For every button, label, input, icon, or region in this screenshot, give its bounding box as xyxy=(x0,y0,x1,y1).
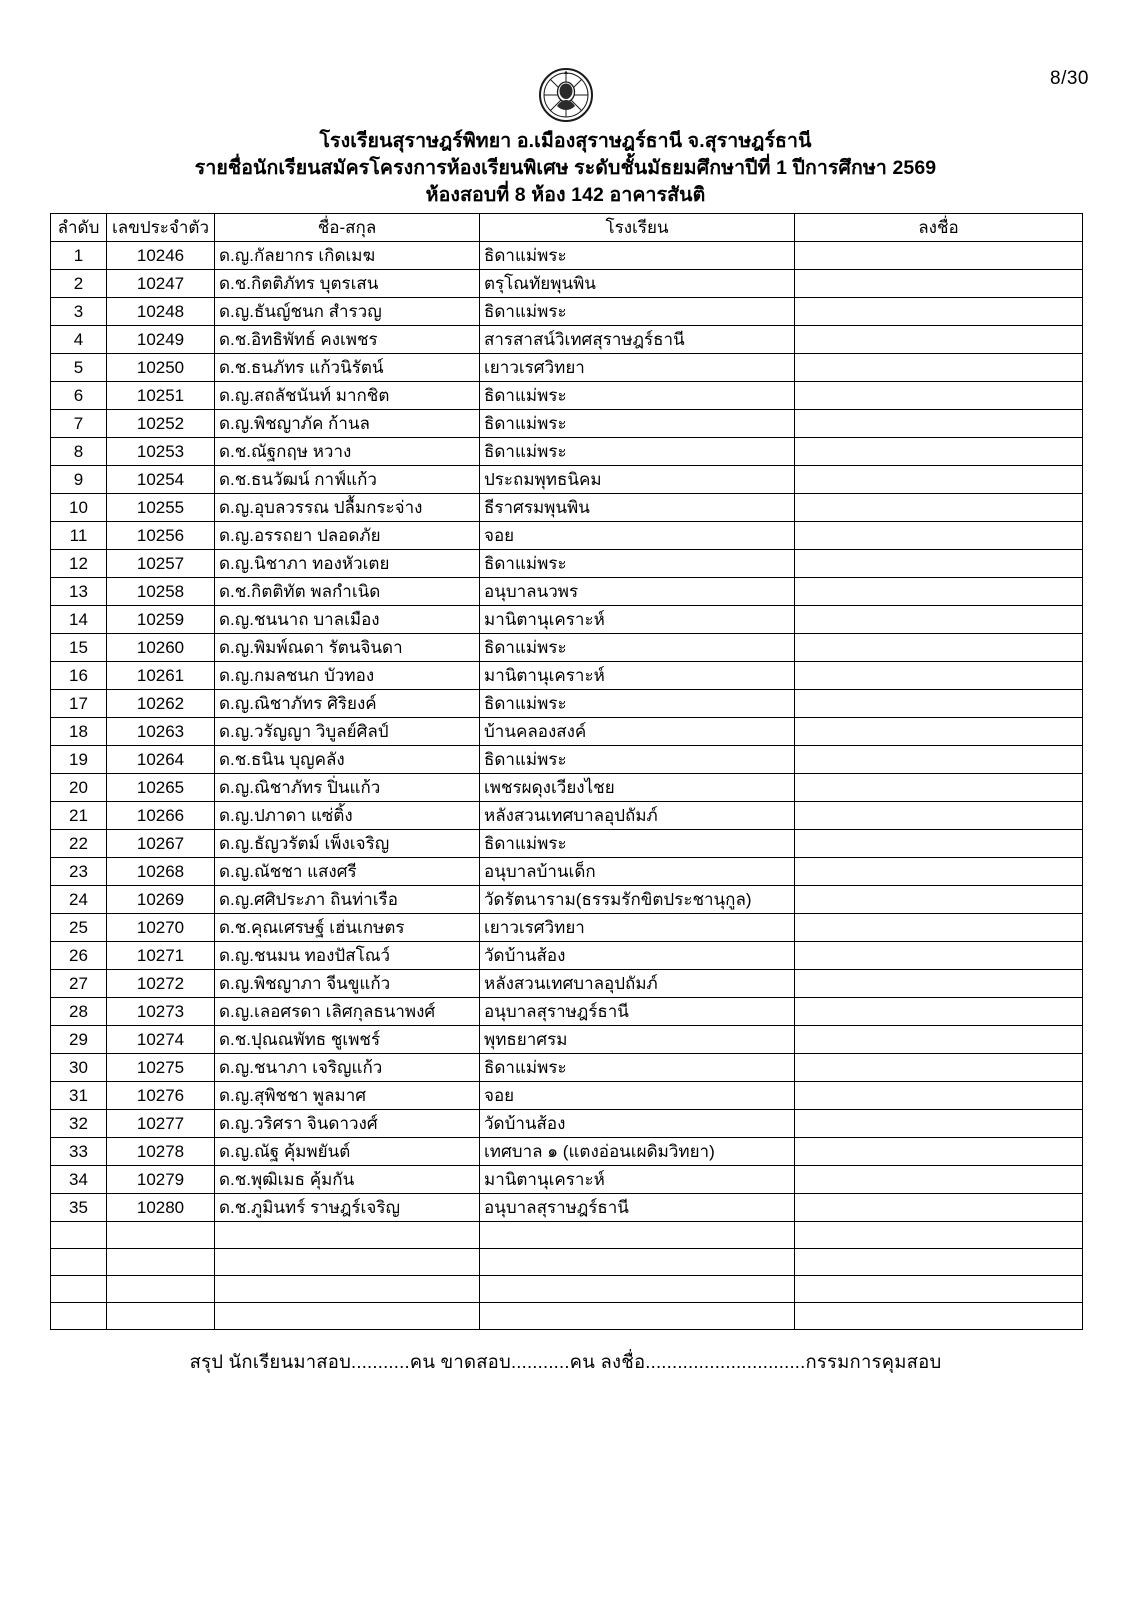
cell-name: ด.ญ.ณัชชา แสงศรี xyxy=(215,858,480,886)
cell-signature xyxy=(795,830,1083,858)
cell-name: ด.ช.ณัฐกฤษ หวาง xyxy=(215,438,480,466)
cell-student-id xyxy=(107,1303,215,1330)
cell-signature xyxy=(795,578,1083,606)
cell-name: ด.ญ.วรัญญา วิบูลย์ศิลป์ xyxy=(215,718,480,746)
table-row xyxy=(51,746,1083,774)
cell-no: 19 xyxy=(51,746,107,774)
cell-signature xyxy=(795,662,1083,690)
cell-student-id: 10265 xyxy=(107,774,215,802)
table-row xyxy=(51,1054,1083,1082)
column-header-school: โรงเรียน xyxy=(480,214,795,242)
cell-student-id: 10258 xyxy=(107,578,215,606)
cell-no: 34 xyxy=(51,1166,107,1194)
cell-signature xyxy=(795,634,1083,662)
cell-signature xyxy=(795,550,1083,578)
cell-name: ด.ญ.ปภาดา แซ่ติ้ง xyxy=(215,802,480,830)
table-row xyxy=(51,858,1083,886)
cell-name: ด.ช.ภูมินทร์ ราษฎร์เจริญ xyxy=(215,1194,480,1222)
cell-no: 10 xyxy=(51,494,107,522)
cell-no: 14 xyxy=(51,606,107,634)
cell-name xyxy=(215,1276,480,1303)
cell-no: 33 xyxy=(51,1138,107,1166)
cell-signature xyxy=(795,354,1083,382)
cell-student-id: 10266 xyxy=(107,802,215,830)
cell-no: 15 xyxy=(51,634,107,662)
table-row xyxy=(51,1222,1083,1249)
table-row xyxy=(51,382,1083,410)
cell-school xyxy=(480,1276,795,1303)
cell-no: 28 xyxy=(51,998,107,1026)
cell-name: ด.ญ.ชนมน ทองปัสโณว์ xyxy=(215,942,480,970)
table-row xyxy=(51,774,1083,802)
cell-student-id: 10255 xyxy=(107,494,215,522)
cell-name: ด.ญ.กัลยากร เกิดเมฆ xyxy=(215,242,480,270)
cell-name: ด.ญ.พิชญาภัค ก้านล xyxy=(215,410,480,438)
cell-signature xyxy=(795,914,1083,942)
cell-name: ด.ญ.ศศิประภา ถินท่าเรือ xyxy=(215,886,480,914)
cell-school: ธิดาแม่พระ xyxy=(480,690,795,718)
cell-signature xyxy=(795,1026,1083,1054)
cell-no: 20 xyxy=(51,774,107,802)
cell-name: ด.ญ.ณัฐ คุ้มพยันต์ xyxy=(215,1138,480,1166)
cell-signature xyxy=(795,1110,1083,1138)
column-header-signature: ลงชื่อ xyxy=(795,214,1083,242)
cell-signature xyxy=(795,242,1083,270)
cell-student-id: 10273 xyxy=(107,998,215,1026)
cell-no: 2 xyxy=(51,270,107,298)
cell-name: ด.ญ.พิชญาภา จีนขูแก้ว xyxy=(215,970,480,998)
cell-student-id: 10249 xyxy=(107,326,215,354)
column-header-no: ลำดับ xyxy=(51,214,107,242)
cell-student-id: 10261 xyxy=(107,662,215,690)
cell-signature xyxy=(795,1138,1083,1166)
cell-school: ธิดาแม่พระ xyxy=(480,830,795,858)
cell-school: มานิตานุเคราะห์ xyxy=(480,606,795,634)
cell-name: ด.ญ.เลอศรดา เลิศกุลธนาพงศ์ xyxy=(215,998,480,1026)
column-header-name: ชื่อ-สกุล xyxy=(215,214,480,242)
cell-no: 3 xyxy=(51,298,107,326)
cell-signature xyxy=(795,746,1083,774)
table-row xyxy=(51,970,1083,998)
table-row xyxy=(51,1303,1083,1330)
cell-name: ด.ญ.นิชาภา ทองหัวเตย xyxy=(215,550,480,578)
table-row xyxy=(51,438,1083,466)
column-header-student-id: เลขประจำตัว xyxy=(107,214,215,242)
cell-signature xyxy=(795,802,1083,830)
cell-school: มานิตานุเคราะห์ xyxy=(480,662,795,690)
table-row xyxy=(51,494,1083,522)
cell-no xyxy=(51,1303,107,1330)
table-row xyxy=(51,886,1083,914)
cell-no: 16 xyxy=(51,662,107,690)
cell-no: 32 xyxy=(51,1110,107,1138)
table-row xyxy=(51,1110,1083,1138)
cell-student-id: 10274 xyxy=(107,1026,215,1054)
cell-name: ด.ญ.ณิชาภัทร ศิริยงค์ xyxy=(215,690,480,718)
table-row xyxy=(51,718,1083,746)
cell-school: สารสาสน์วิเทศสุราษฎร์ธานี xyxy=(480,326,795,354)
table-row xyxy=(51,914,1083,942)
cell-student-id: 10268 xyxy=(107,858,215,886)
cell-student-id: 10257 xyxy=(107,550,215,578)
cell-no: 27 xyxy=(51,970,107,998)
cell-student-id xyxy=(107,1249,215,1276)
cell-school: วัดบ้านส้อง xyxy=(480,942,795,970)
document-header xyxy=(0,128,1131,209)
cell-student-id: 10277 xyxy=(107,1110,215,1138)
table-row xyxy=(51,242,1083,270)
cell-no: 8 xyxy=(51,438,107,466)
cell-no xyxy=(51,1222,107,1249)
cell-signature xyxy=(795,466,1083,494)
page-number: 8/30 xyxy=(1050,68,1089,89)
table-row xyxy=(51,1194,1083,1222)
cell-name xyxy=(215,1222,480,1249)
cell-student-id: 10275 xyxy=(107,1054,215,1082)
cell-student-id: 10251 xyxy=(107,382,215,410)
cell-no: 11 xyxy=(51,522,107,550)
cell-school: อนุบาลบ้านเด็ก xyxy=(480,858,795,886)
cell-signature xyxy=(795,606,1083,634)
table-row xyxy=(51,998,1083,1026)
cell-no xyxy=(51,1276,107,1303)
cell-signature xyxy=(795,690,1083,718)
cell-signature xyxy=(795,998,1083,1026)
cell-student-id: 10264 xyxy=(107,746,215,774)
cell-signature xyxy=(795,438,1083,466)
cell-signature xyxy=(795,858,1083,886)
table-row xyxy=(51,522,1083,550)
cell-school: เทศบาล ๑ (แตงอ่อนเผดิมวิทยา) xyxy=(480,1138,795,1166)
cell-student-id: 10280 xyxy=(107,1194,215,1222)
cell-school: ธิดาแม่พระ xyxy=(480,438,795,466)
table-header-row xyxy=(51,214,1083,242)
cell-school: พุทธยาศรม xyxy=(480,1026,795,1054)
table-row xyxy=(51,662,1083,690)
cell-no: 18 xyxy=(51,718,107,746)
cell-school: ธีราศรมพุนพิน xyxy=(480,494,795,522)
cell-student-id: 10250 xyxy=(107,354,215,382)
cell-name: ด.ญ.ชนาภา เจริญแก้ว xyxy=(215,1054,480,1082)
cell-no: 23 xyxy=(51,858,107,886)
cell-signature xyxy=(795,886,1083,914)
cell-school: อนุบาลนวพร xyxy=(480,578,795,606)
cell-signature xyxy=(795,942,1083,970)
table-row xyxy=(51,550,1083,578)
cell-signature xyxy=(795,970,1083,998)
cell-no: 1 xyxy=(51,242,107,270)
table-row xyxy=(51,466,1083,494)
cell-signature xyxy=(795,1276,1083,1303)
cell-school xyxy=(480,1222,795,1249)
cell-school: อนุบาลสุราษฎร์ธานี xyxy=(480,1194,795,1222)
cell-signature xyxy=(795,410,1083,438)
cell-school: ธิดาแม่พระ xyxy=(480,410,795,438)
cell-no: 22 xyxy=(51,830,107,858)
cell-school: ธิดาแม่พระ xyxy=(480,382,795,410)
table-row xyxy=(51,326,1083,354)
cell-student-id: 10263 xyxy=(107,718,215,746)
cell-student-id xyxy=(107,1222,215,1249)
cell-student-id: 10270 xyxy=(107,914,215,942)
cell-school: ธิดาแม่พระ xyxy=(480,550,795,578)
cell-name: ด.ญ.อรรถยา ปลอดภัย xyxy=(215,522,480,550)
cell-no: 4 xyxy=(51,326,107,354)
cell-school: บ้านคลองสงค์ xyxy=(480,718,795,746)
cell-no: 13 xyxy=(51,578,107,606)
cell-signature xyxy=(795,1082,1083,1110)
cell-signature xyxy=(795,1303,1083,1330)
cell-student-id: 10259 xyxy=(107,606,215,634)
footer-summary: สรุป นักเรียนมาสอบ...........คน ขาดสอบ...........คน ลงชื่อ..............................กรรมการคุมสอบ xyxy=(189,1351,942,1372)
cell-school: หลังสวนเทศบาลอุปถัมภ์ xyxy=(480,970,795,998)
cell-name: ด.ญ.ชนนาถ บาลเมือง xyxy=(215,606,480,634)
cell-school: ธิดาแม่พระ xyxy=(480,298,795,326)
cell-signature xyxy=(795,326,1083,354)
cell-student-id: 10260 xyxy=(107,634,215,662)
cell-no: 7 xyxy=(51,410,107,438)
cell-school: หลังสวนเทศบาลอุปถัมภ์ xyxy=(480,802,795,830)
cell-signature xyxy=(795,494,1083,522)
cell-name: ด.ช.ธนิน บุญคลัง xyxy=(215,746,480,774)
cell-name: ด.ช.พุฒิเมธ คุ้มกัน xyxy=(215,1166,480,1194)
cell-school: ตรุโณทัยพุนพิน xyxy=(480,270,795,298)
cell-no: 35 xyxy=(51,1194,107,1222)
table-row xyxy=(51,606,1083,634)
cell-signature xyxy=(795,1194,1083,1222)
cell-signature xyxy=(795,522,1083,550)
cell-no: 24 xyxy=(51,886,107,914)
cell-signature xyxy=(795,382,1083,410)
table-row xyxy=(51,270,1083,298)
cell-signature xyxy=(795,1222,1083,1249)
cell-school: จอย xyxy=(480,1082,795,1110)
cell-school xyxy=(480,1249,795,1276)
cell-signature xyxy=(795,270,1083,298)
table-row xyxy=(51,1249,1083,1276)
document-title-line: รายชื่อนักเรียนสมัครโครงการห้องเรียนพิเศษ ระดับชั้นมัธยมศึกษาปีที่ 1 ปีการศึกษา 2569 xyxy=(194,157,937,179)
cell-name xyxy=(215,1303,480,1330)
cell-name xyxy=(215,1249,480,1276)
cell-school: ธิดาแม่พระ xyxy=(480,634,795,662)
cell-name: ด.ญ.สุพิชชา พูลมาศ xyxy=(215,1082,480,1110)
table-row xyxy=(51,690,1083,718)
cell-student-id: 10269 xyxy=(107,886,215,914)
cell-school: วัดบ้านส้อง xyxy=(480,1110,795,1138)
cell-name: ด.ญ.อุบลวรรณ ปลื้มกระจ่าง xyxy=(215,494,480,522)
table-row xyxy=(51,410,1083,438)
table-row xyxy=(51,578,1083,606)
cell-no: 17 xyxy=(51,690,107,718)
cell-student-id: 10278 xyxy=(107,1138,215,1166)
cell-name: ด.ช.กิตติภัทร บุตรเสน xyxy=(215,270,480,298)
cell-signature xyxy=(795,1054,1083,1082)
cell-student-id: 10271 xyxy=(107,942,215,970)
cell-name: ด.ญ.วริศรา จินดาวงศ์ xyxy=(215,1110,480,1138)
cell-signature xyxy=(795,774,1083,802)
cell-no: 29 xyxy=(51,1026,107,1054)
table-row xyxy=(51,298,1083,326)
cell-school: วัดรัตนาราม(ธรรมรักขิตประชานุกูล) xyxy=(480,886,795,914)
cell-no: 31 xyxy=(51,1082,107,1110)
cell-no: 30 xyxy=(51,1054,107,1082)
cell-name: ด.ญ.ณิชาภัทร ปิ่นแก้ว xyxy=(215,774,480,802)
cell-school: เพชรผดุงเวียงไชย xyxy=(480,774,795,802)
cell-name: ด.ญ.พิมพ์ณดา รัตนจินดา xyxy=(215,634,480,662)
cell-name: ด.ช.คุณเศรษฐ์ เฮ่นเกษตร xyxy=(215,914,480,942)
cell-student-id: 10247 xyxy=(107,270,215,298)
cell-school: ธิดาแม่พระ xyxy=(480,242,795,270)
school-name-line: โรงเรียนสุราษฎร์พิทยา อ.เมืองสุราษฎร์ธานี จ.สุราษฎร์ธานี xyxy=(319,130,812,152)
cell-name: ด.ช.ปุณณพัทธ ชูเพชร์ xyxy=(215,1026,480,1054)
cell-school: ธิดาแม่พระ xyxy=(480,1054,795,1082)
cell-name: ด.ช.อิทธิพัทธ์ คงเพชร xyxy=(215,326,480,354)
cell-student-id: 10272 xyxy=(107,970,215,998)
school-crest-icon xyxy=(537,66,595,124)
table-row xyxy=(51,1082,1083,1110)
table-row xyxy=(51,942,1083,970)
table-row xyxy=(51,1138,1083,1166)
cell-no: 12 xyxy=(51,550,107,578)
table-row xyxy=(51,634,1083,662)
cell-signature xyxy=(795,1249,1083,1276)
table-row xyxy=(51,802,1083,830)
cell-student-id: 10252 xyxy=(107,410,215,438)
cell-name: ด.ญ.ธันญ์ชนก สำรวญ xyxy=(215,298,480,326)
cell-school: อนุบาลสุราษฎร์ธานี xyxy=(480,998,795,1026)
exam-room-line: ห้องสอบที่ 8 ห้อง 142 อาคารสันติ xyxy=(425,184,706,206)
cell-student-id: 10256 xyxy=(107,522,215,550)
cell-no: 25 xyxy=(51,914,107,942)
cell-school: มานิตานุเคราะห์ xyxy=(480,1166,795,1194)
cell-student-id: 10253 xyxy=(107,438,215,466)
table-row xyxy=(51,1166,1083,1194)
cell-name: ด.ช.ธนภัทร แก้วนิรัตน์ xyxy=(215,354,480,382)
cell-school: เยาวเรศวิทยา xyxy=(480,354,795,382)
cell-name: ด.ญ.สถลัชนันท์ มากชิต xyxy=(215,382,480,410)
cell-student-id: 10267 xyxy=(107,830,215,858)
cell-school: เยาวเรศวิทยา xyxy=(480,914,795,942)
cell-student-id: 10246 xyxy=(107,242,215,270)
cell-signature xyxy=(795,298,1083,326)
student-roster-table xyxy=(50,213,1083,1330)
cell-signature xyxy=(795,1166,1083,1194)
cell-student-id xyxy=(107,1276,215,1303)
cell-school xyxy=(480,1303,795,1330)
cell-signature xyxy=(795,718,1083,746)
cell-no: 6 xyxy=(51,382,107,410)
cell-name: ด.ช.ธนวัฒน์ กาฟ์แก้ว xyxy=(215,466,480,494)
cell-student-id: 10254 xyxy=(107,466,215,494)
table-row xyxy=(51,830,1083,858)
cell-no: 26 xyxy=(51,942,107,970)
table-row xyxy=(51,1026,1083,1054)
cell-name: ด.ช.กิตติทัต พลกำเนิด xyxy=(215,578,480,606)
cell-no xyxy=(51,1249,107,1276)
cell-no: 5 xyxy=(51,354,107,382)
cell-student-id: 10276 xyxy=(107,1082,215,1110)
cell-school: ธิดาแม่พระ xyxy=(480,746,795,774)
cell-student-id: 10262 xyxy=(107,690,215,718)
table-row xyxy=(51,1276,1083,1303)
cell-no: 9 xyxy=(51,466,107,494)
cell-no: 21 xyxy=(51,802,107,830)
cell-school: จอย xyxy=(480,522,795,550)
cell-name: ด.ญ.ธัญวรัตม์ เพ็งเจริญ xyxy=(215,830,480,858)
cell-name: ด.ญ.กมลชนก บัวทอง xyxy=(215,662,480,690)
cell-student-id: 10279 xyxy=(107,1166,215,1194)
table-row xyxy=(51,354,1083,382)
cell-school: ประถมพุทธนิคม xyxy=(480,466,795,494)
cell-student-id: 10248 xyxy=(107,298,215,326)
